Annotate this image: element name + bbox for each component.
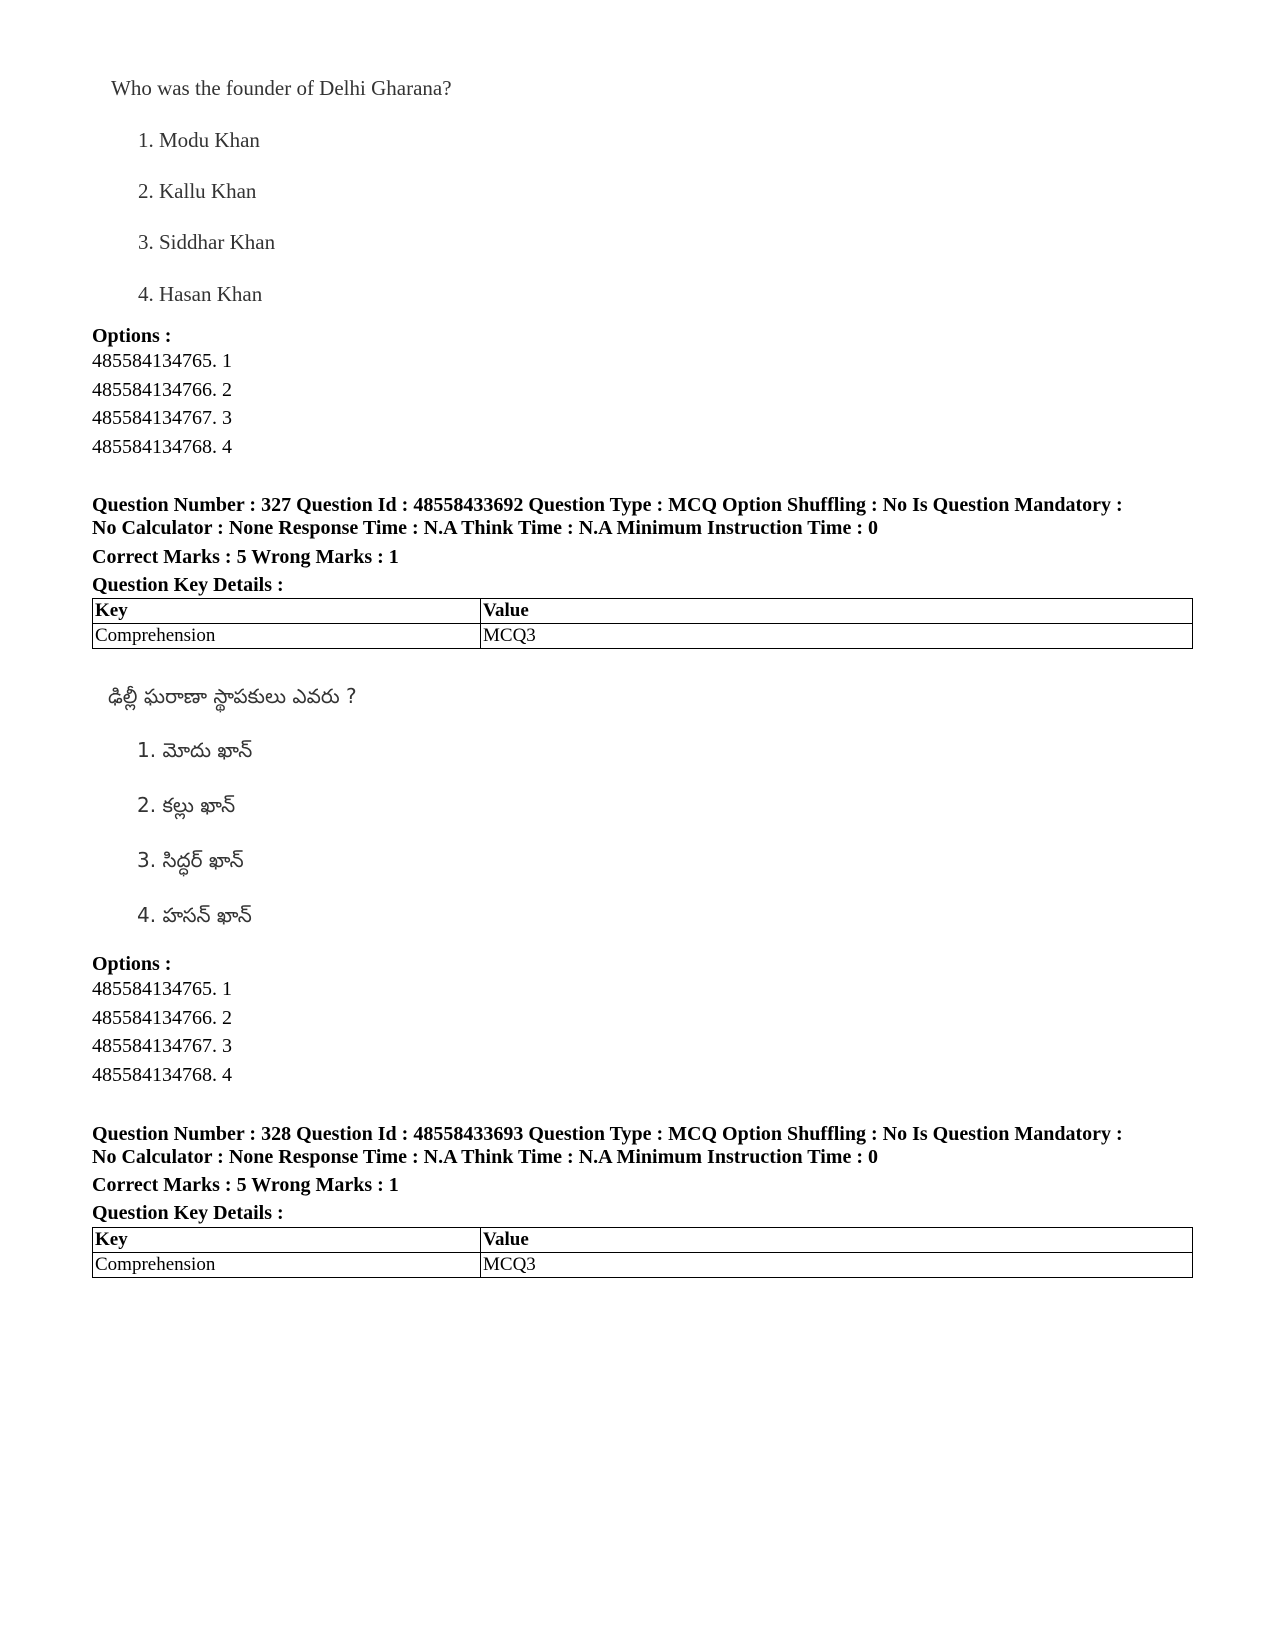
question-meta <box>92 494 1212 540</box>
question-image-telugu <box>108 681 357 930</box>
option-item: 485584134766. 2 <box>92 378 232 401</box>
choice-3: 3. సిద్ధర్ ఖాన్ <box>137 848 244 872</box>
key-details-label: Question Key Details : <box>92 574 284 596</box>
choice-4: 4. Hasan Khan <box>138 282 263 306</box>
table-row <box>93 1253 1193 1278</box>
table-cell: Comprehension <box>93 624 481 649</box>
question-meta-line: Question Number : 328 Question Id : 48558433693 Question Type : MCQ Option Shuffling : No Is Question Mandatory : <box>92 1123 1123 1145</box>
question-stem: Who was the founder of Delhi Gharana? <box>111 76 452 100</box>
options-list <box>92 975 232 1089</box>
table-cell: MCQ3 <box>481 624 1193 649</box>
option-item: 485584134766. 2 <box>92 1006 232 1029</box>
option-item: 485584134768. 4 <box>92 435 232 458</box>
choice-2: 2. Kallu Khan <box>138 179 257 203</box>
choice-2: 2. కల్లు ఖాన్ <box>137 793 236 817</box>
question-meta-line: No Calculator : None Response Time : N.A Think Time : N.A Minimum Instruction Time : 0 <box>92 517 878 539</box>
choice-4: 4. హసన్ ఖాన్ <box>137 903 252 927</box>
choice-list <box>137 735 357 930</box>
option-item: 485584134767. 3 <box>92 1035 232 1057</box>
key-details-table <box>92 598 1193 649</box>
question-stem: ఢిల్లీ ఘరాణా స్థాపకులు ఎవరు ? <box>108 684 357 708</box>
question-image-english <box>111 75 452 307</box>
key-details-label: Question Key Details : <box>92 1202 284 1224</box>
options-list <box>92 347 232 461</box>
choice-1: 1. మోదు ఖాన్ <box>137 738 253 762</box>
table-cell: MCQ3 <box>481 1253 1193 1278</box>
option-item: 485584134767. 3 <box>92 407 232 429</box>
table-header-cell: Value <box>481 599 1193 624</box>
table-header-cell: Key <box>93 599 481 624</box>
choice-1: 1. Modu Khan <box>138 128 260 152</box>
choice-list <box>138 127 452 307</box>
question-meta-line: No Calculator : None Response Time : N.A Think Time : N.A Minimum Instruction Time : 0 <box>92 1146 878 1168</box>
choice-3: 3. Siddhar Khan <box>138 230 276 254</box>
options-label: Options : <box>92 953 172 975</box>
marks-line: Correct Marks : 5 Wrong Marks : 1 <box>92 546 399 568</box>
option-item: 485584134765. 1 <box>92 350 232 372</box>
option-item: 485584134765. 1 <box>92 978 232 1000</box>
table-row <box>93 624 1193 649</box>
marks-line: Correct Marks : 5 Wrong Marks : 1 <box>92 1174 399 1196</box>
key-details-table <box>92 1227 1193 1278</box>
table-header-cell: Value <box>481 1228 1193 1253</box>
options-label: Options : <box>92 325 172 347</box>
table-header-row <box>93 599 1193 624</box>
table-header-cell: Key <box>93 1228 481 1253</box>
question-meta <box>92 1123 1212 1169</box>
option-item: 485584134768. 4 <box>92 1063 232 1086</box>
table-cell: Comprehension <box>93 1253 481 1278</box>
table-header-row <box>93 1228 1193 1253</box>
question-meta-line: Question Number : 327 Question Id : 48558433692 Question Type : MCQ Option Shuffling : No Is Question Mandatory : <box>92 494 1123 516</box>
